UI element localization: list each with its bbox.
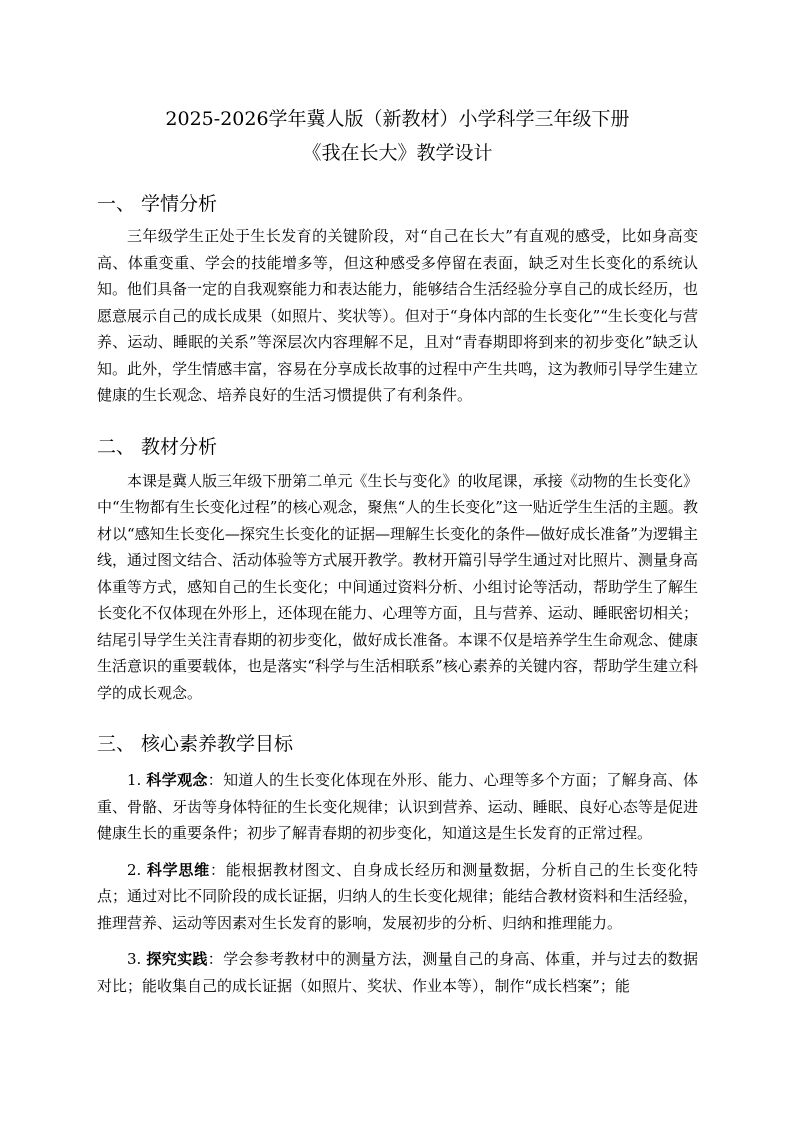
document-title-line1: 2025-2026学年冀人版（新教材）小学科学三年级下册 [165, 108, 630, 130]
goal-text: ：能根据教材图文、自身成长经历和测量数据，分析自己的生长变化特点；通过对比不同阶段的成长证据，归纳人的生长变化规律；能结合教材资料和生活经验，推理营养、运动等因素对生长发育的影响，发展初步的分析、归纳和推理能力。 [97, 860, 698, 932]
goal-text: ：学会参考教材中的测量方法，测量自己的身高、体重，并与过去的数据对比；能收集自己的成长证据（如照片、奖状、作业本等），制作“成长档案”；能 [97, 950, 698, 995]
goal-text: ：知道人的生长变化体现在外形、能力、心理等多个方面；了解身高、体重、骨骼、牙齿等身体特征的生长变化规律；认识到营养、运动、睡眠、良好心态等是促进健康生长的重要条件；初步了解青春期的初步变化，知道这是生长发育的正常过程。 [97, 771, 698, 842]
section-heading-teaching-goals: 三、 核心素养教学目标 [97, 733, 294, 755]
goal-term: 探究实践 [146, 950, 208, 968]
section-heading-textbook-analysis: 二、 教材分析 [97, 435, 218, 458]
document-title-line2: 《我在长大》教学设计 [302, 142, 493, 164]
goal-term: 科学思维 [146, 860, 210, 879]
section-paragraph-learner-analysis: 三年级学生正处于生长发育的关键阶段，对“自己在长大”有直观的感受，比如身高变高、体重变重、学会的技能增多等，但这种感受多停留在表面，缺乏对生长变化的系统认知。他们具备一定的自我观察能力和表达能力，能够结合生活经验分享自己的成长经历，也愿意展示自己的成长成果（如照片、奖状等）。但对于“身体内部的生长变化”“生长变化与营养、运动、睡眠的关系”等深层次内容理解不足，且对“青春期即将到来的初步变化”缺乏认知。此外，学生情感丰富，容易在分享成长故事的过程中产生共鸣，这为教师引导学生建立健康的生长观念、培养良好的生活习惯提供了有利条件。 [97, 227, 698, 404]
section-heading-learner-analysis: 一、 学情分析 [97, 193, 218, 215]
goal-number: 2. [127, 860, 142, 879]
goal-term: 科学观念 [146, 771, 208, 789]
section-paragraph-textbook-analysis: 本课是冀人版三年级下册第二单元《生长与变化》的收尾课，承接《动物的生长变化》中“生物都有生长变化过程”的核心观念，聚焦“人的生长变化”这一贴近学生生活的主题。教材以“感知生长变化—探究生长变化的证据—理解生长变化的条件—做好成长准备”为逻辑主线，通过图文结合、活动体验等方式展开教学。教材开篇引导学生通过对比照片、测量身高体重等方式，感知自己的生长变化；中间通过资料分析、小组讨论等活动，帮助学生了解生长变化不仅体现在外形上，还体现在能力、心理等方面，且与营养、运动、睡眠密切相关；结尾引导学生关注青春期的初步变化，做好成长准备。本课不仅是培养学生生命观念、健康生活意识的重要载体，也是落实“科学与生活相联系”核心素养的关键内容，帮助学生建立科学的成长观念。 [97, 471, 698, 702]
goal-number: 3. [127, 950, 142, 968]
goal-number: 1. [127, 771, 142, 789]
goal-item-scientific-thinking [97, 857, 698, 937]
goal-item-scientific-concept [97, 767, 698, 847]
goal-item-inquiry-practice [97, 946, 698, 999]
